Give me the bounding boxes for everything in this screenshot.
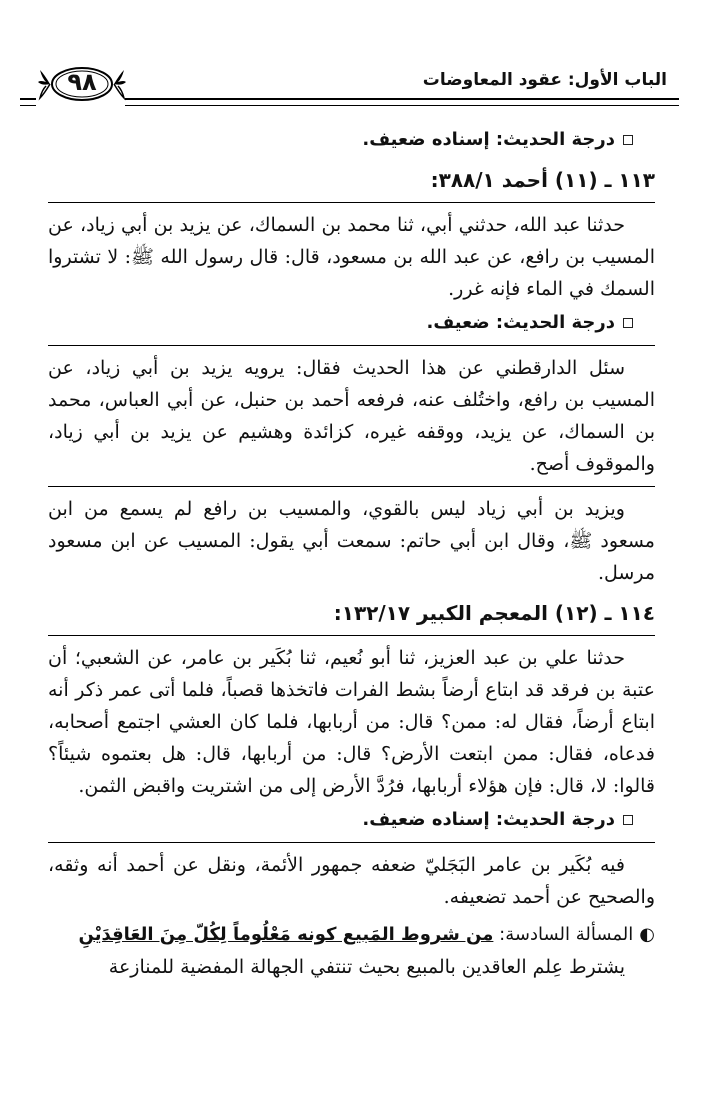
- hadith-text: حدثنا علي بن عبد العزيز، ثنا أبو نُعيم، ثنا بُكَير بن عامر، عن الشعبي؛ أن عتبة بن فرقد قد ابتاع أرضاً بشط الفرات فاتخذها قصباً، فلما أتى عمر ذكر أنه ابتاع أرضاً، فقال له: ممن؟ قال: من أربابها، فلما كان العشي اجتمع أصحابه، فدعاه، فقال: ممن ابتعت الأرض؟ قال: من أربابها، قال: هل بعتموه شيئاً؟ قالوا: لا، قال: فإن هؤلاء أربابها، فرُدَّ الأرض إلى من اشتريت واقبض الثمن.: [48, 647, 655, 797]
- separator-rule: [48, 202, 655, 203]
- issue-label: المسألة السادسة:: [499, 924, 634, 945]
- hadith-grade: [48, 124, 655, 156]
- body-text: يشترط عِلم العاقدين بالمبيع بحيث تنتفي الجهالة المفضية للمنازعة: [108, 956, 625, 978]
- separator-rule: [48, 486, 655, 487]
- separator-rule: [48, 635, 655, 636]
- hadith-grade-text: درجة الحديث: إسناده ضعيف.: [362, 129, 615, 150]
- square-bullet-icon: [623, 318, 633, 328]
- commentary-text: فيه بُكَير بن عامر البَجَليّ ضعفه جمهور الأئمة، ونقل عن أحمد أنه وثقه، والصحيح عن أحمد تضعيفه.: [48, 854, 655, 908]
- header-rule-end: [20, 98, 36, 106]
- hadith-grade: [48, 307, 655, 339]
- hadith-grade-text: درجة الحديث: إسناده ضعيف.: [362, 809, 615, 830]
- c-bullet-icon: ◐: [639, 924, 655, 945]
- separator-rule: [48, 842, 655, 843]
- chapter-title: الباب الأول: عقود المعاوضات: [422, 70, 667, 90]
- commentary-text: سئل الدارقطني عن هذا الحديث فقال: يرويه يزيد بن أبي زياد، عن المسيب بن رافع، واختُلف عنه، فرفعه أحمد بن حنبل، عن أبي العباس، محمد بن السماك، عن يزيد، ووقفه غيره، كزائدة وهشيم عن يزيد بن أبي زياد، والموقوف أصح.: [48, 357, 655, 475]
- hadith-grade: [48, 804, 655, 836]
- page-number: ٩٨: [67, 68, 97, 96]
- header-rule: [125, 98, 679, 106]
- hadith-heading: ١١٤ ـ (١٢) المعجم الكبير ١٣٢/١٧:: [333, 601, 655, 625]
- page-header: [20, 60, 683, 104]
- square-bullet-icon: [623, 815, 633, 825]
- hadith-grade-text: درجة الحديث: ضعيف.: [426, 312, 615, 333]
- issue-heading: [48, 919, 655, 951]
- hadith-heading: ١١٣ ـ (١١) أحمد ٣٨٨/١:: [430, 168, 655, 192]
- commentary-text: ويزيد بن أبي زياد ليس بالقوي، والمسيب بن رافع لم يسمع من ابن مسعود ﷺ، وقال ابن أبي حاتم: سمعت أبي يقول: المسيب عن ابن مسعود مرسل.: [48, 498, 655, 584]
- issue-title: من شروط المَبيع كونه مَعْلُوماً لِكُلّ مِنَ العَاقِدَيْنِ: [78, 924, 494, 945]
- hadith-text: حدثنا عبد الله، حدثني أبي، ثنا محمد بن السماك، عن يزيد بن أبي زياد، عن المسيب بن رافع، عن عبد الله بن مسعود، قال: قال رسول الله ﷺ: لا تشتروا السمك في الماء فإنه غرر.: [48, 214, 655, 300]
- square-bullet-icon: [623, 135, 633, 145]
- page-content: [48, 122, 655, 983]
- separator-rule: [48, 345, 655, 346]
